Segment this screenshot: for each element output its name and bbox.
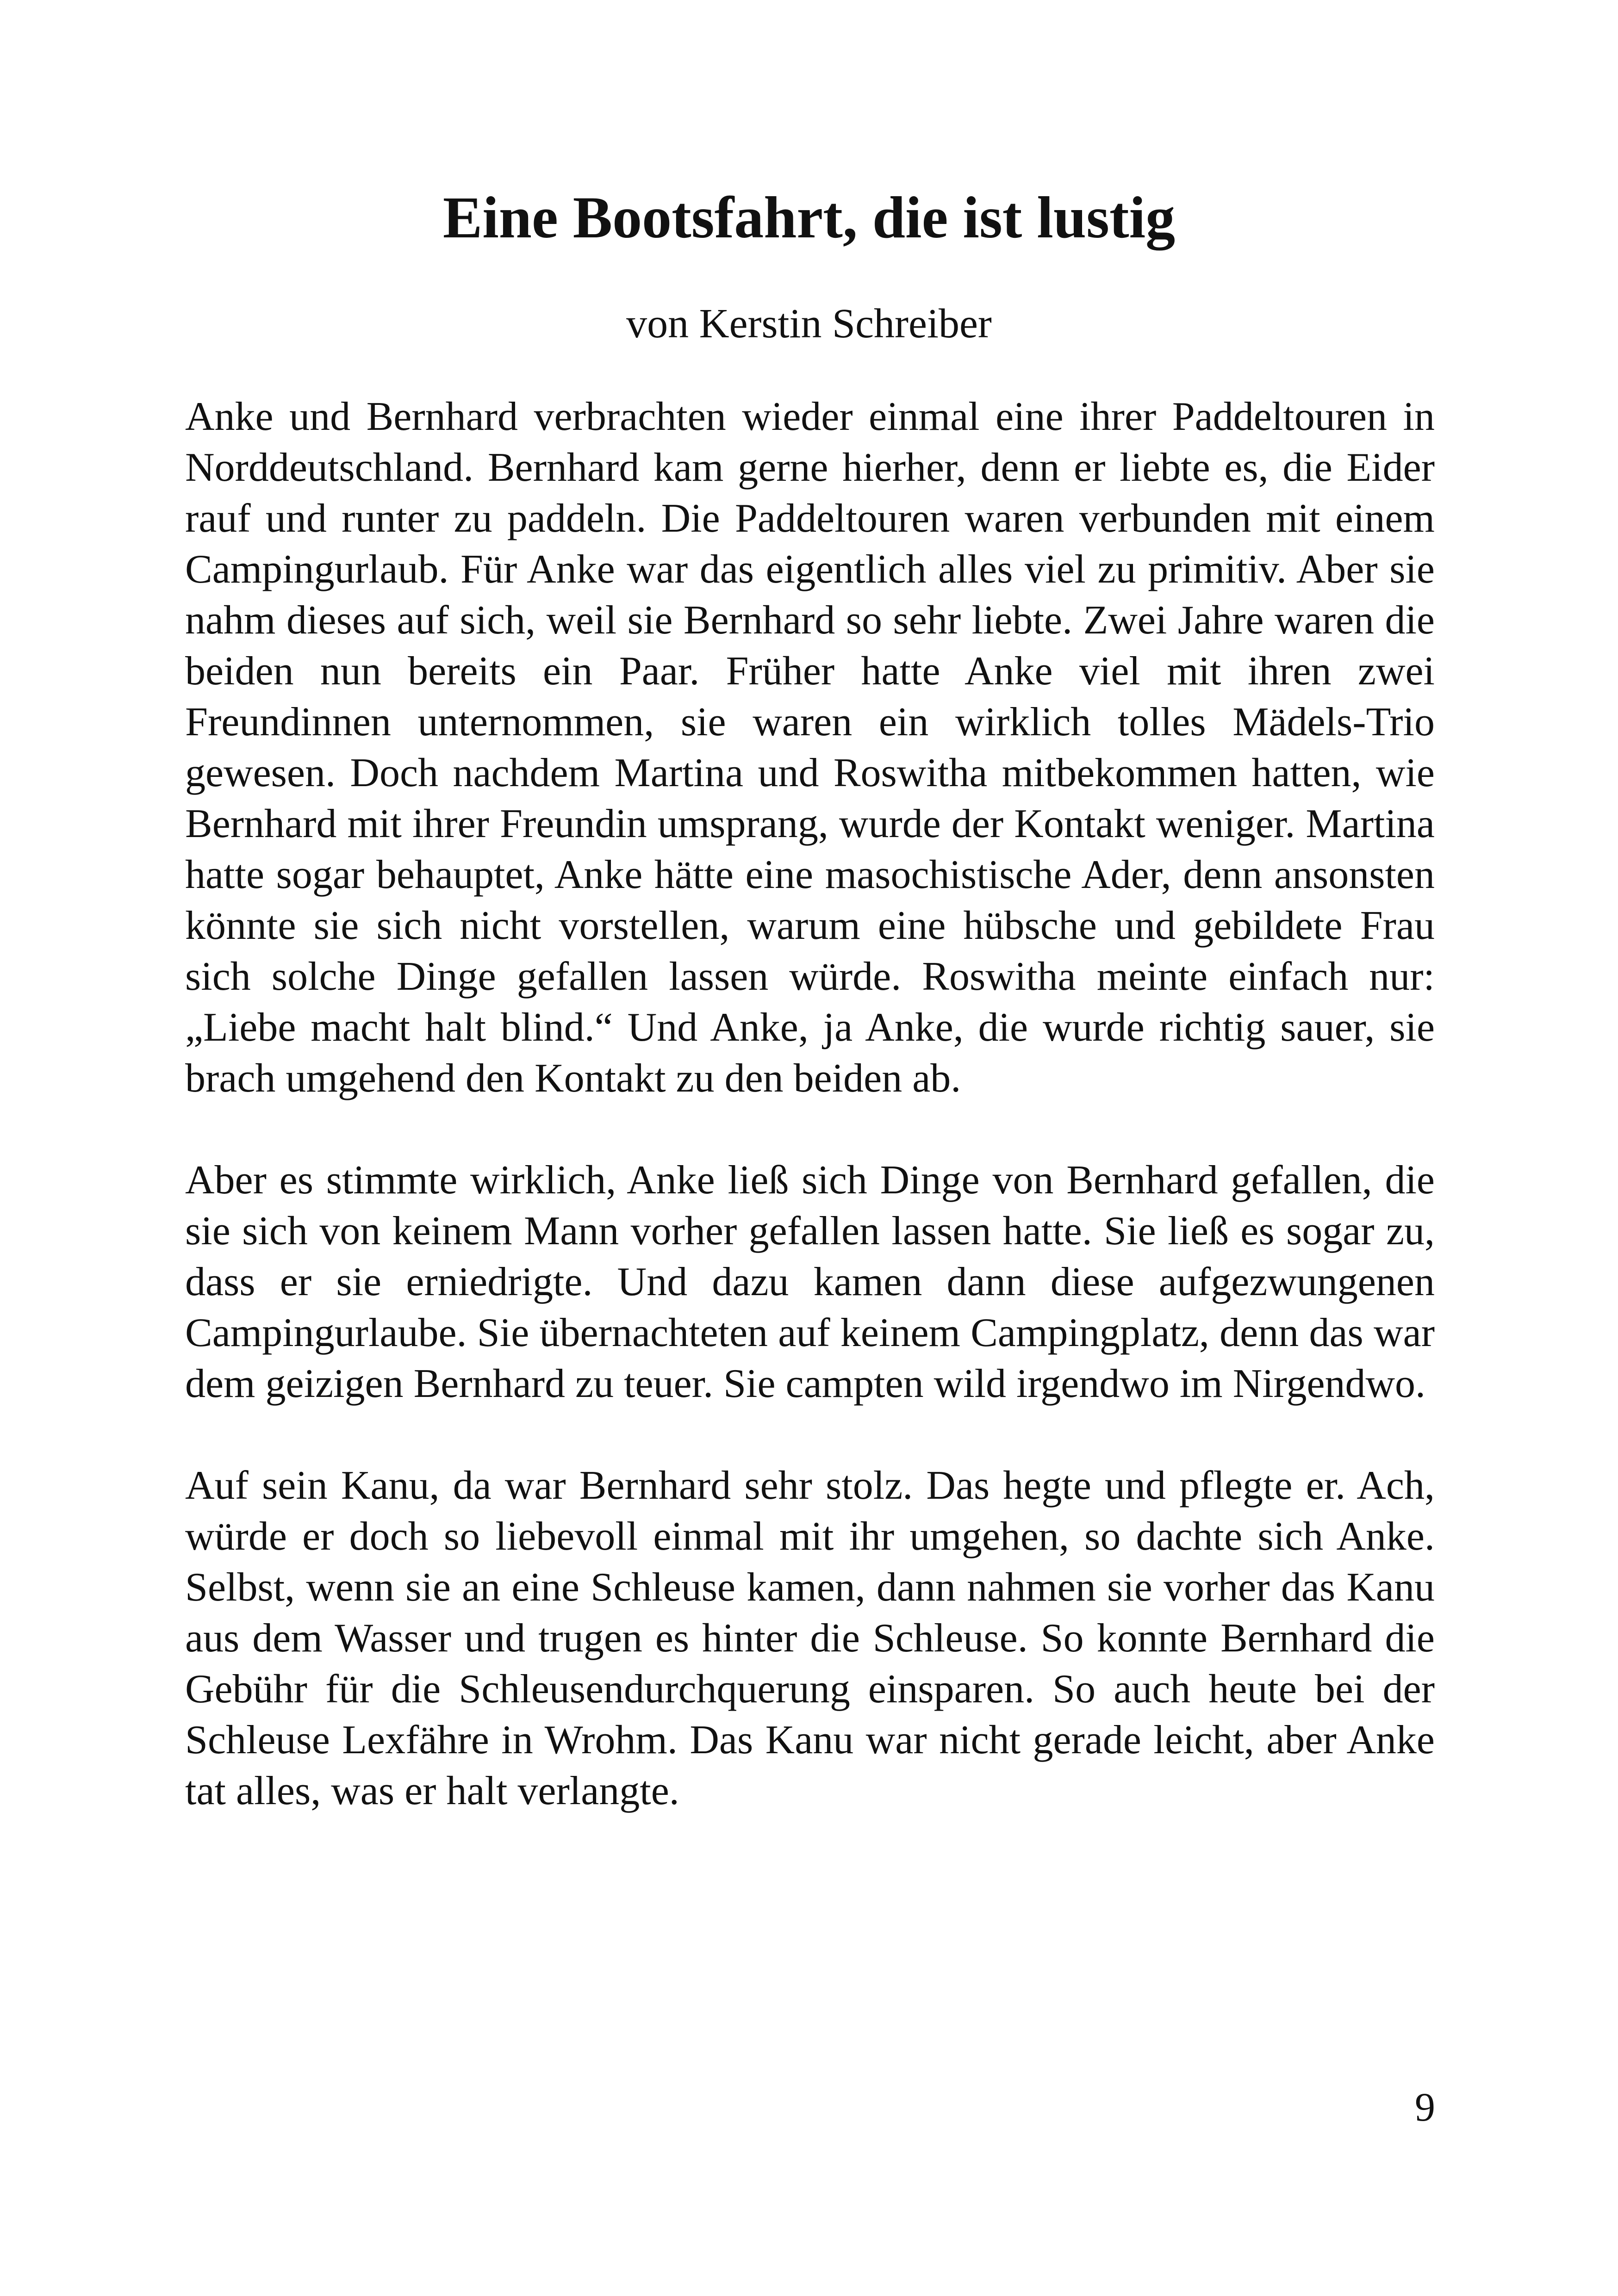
author-line: von Kerstin Schreiber (626, 301, 992, 347)
paragraph-1: Anke und Bernhard verbrachten wieder einmal eine ihrer Paddeltouren in Norddeutschland. Bernhard kam gerne hierher, denn er liebte es, die Eider rauf und runter zu paddeln. Die Paddeltouren waren verbunden mit einem Campingurlaub. Für Anke war das eigentlich alles viel zu primitiv. Aber sie nahm dieses auf sich, weil sie Bernhard so sehr liebte. Zwei Jahre waren die beiden nun bereits ein Paar. Früher hatte Anke viel mit ihren zwei Freundinnen unternommen, sie waren ein wirklich tolles Mädels-Trio gewesen. Doch nachdem Martina und Roswitha mitbekommen hatten, wie Bernhard mit ihrer Freundin umsprang, wurde der Kontakt weniger. Martina hatte sogar behauptet, Anke hätte eine masochistische Ader, denn ansonsten könnte sie sich nicht vorstellen, warum eine hübsche und gebildete Frau sich solche Dinge gefallen lassen würde. Roswitha meinte einfach nur: „Liebe macht halt blind.“ Und Anke, ja Anke, die wurde richtig sauer, sie brach umgehend den Kontakt zu den beiden ab. (185, 394, 1435, 1101)
body-text (185, 391, 1435, 1868)
page-number: 9 (1415, 2085, 1435, 2130)
chapter-title: Eine Bootsfahrt, die ist lustig (442, 185, 1176, 250)
paragraph-2: Aber es stimmte wirklich, Anke ließ sich Dinge von Bernhard gefallen, die sie sich von keinem Mann vorher gefallen lassen hatte. Sie ließ es sogar zu, dass er sie erniedrigte. Und dazu kamen dann diese aufgezwungenen Campingurlaube. Sie übernachteten auf keinem Campingplatz, denn das war dem geizigen Bernhard zu teuer. Sie campten wild irgendwo im Nirgendwo. (185, 1158, 1435, 1406)
paragraph-3: Auf sein Kanu, da war Bernhard sehr stolz. Das hegte und pflegte er. Ach, würde er doch so liebevoll einmal mit ihr umgehen, so dachte sich Anke. Selbst, wenn sie an eine Schleuse kamen, dann nahmen sie vorher das Kanu aus dem Wasser und trugen es hinter die Schleuse. So konnte Bernhard die Gebühr für die Schleusendurchquerung einsparen. So auch heute bei der Schleuse Lexfähre in Wrohm. Das Kanu war nicht gerade leicht, aber Anke tat alles, was er halt verlangte. (185, 1463, 1435, 1813)
